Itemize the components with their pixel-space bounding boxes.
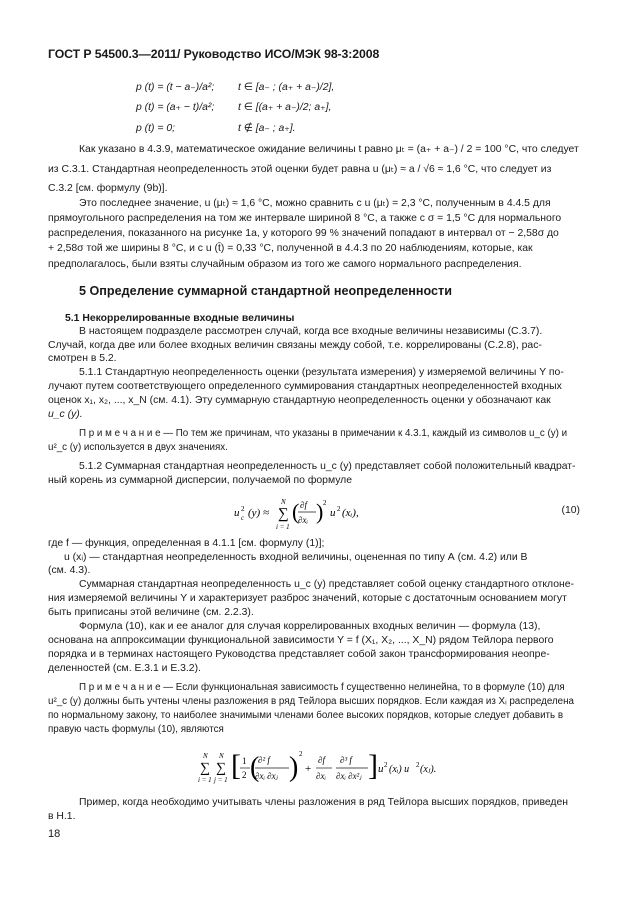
svg-text:u: u <box>330 507 336 519</box>
note2-line-4: правую часть формулы (10), являются <box>48 724 224 735</box>
svg-text:∑: ∑ <box>216 761 226 776</box>
note2-line-2: u²_c (y) должны быть учтены члены разложения в ряд Тейлора высших порядков. Если каждая из Xᵢ распределена <box>48 696 574 707</box>
svg-text:i = 1: i = 1 <box>198 776 212 784</box>
svg-text:∑: ∑ <box>278 506 289 522</box>
para1-line-1: Как указано в 4.3.9, математическое ожидание величины t равно μₜ = (a₊ + a₋) / 2 = 100 °С, что следует <box>79 144 579 155</box>
page-number: 18 <box>48 828 61 840</box>
svg-text:∂xᵢ ∂x²ⱼ: ∂xᵢ ∂x²ⱼ <box>336 771 362 781</box>
svg-text:(xᵢ) u: (xᵢ) u <box>389 764 410 775</box>
para1-line-3: С.3.2 [см. формулу (9b)]. <box>48 183 168 194</box>
svg-text:N: N <box>203 752 208 760</box>
pdf-line-3-right: t ∉ [a₋ ; a₊]. <box>238 123 296 134</box>
svg-text:2: 2 <box>242 770 247 780</box>
para-example-line-2: в Н.1. <box>48 811 76 822</box>
formula-10 <box>230 492 390 534</box>
para-formula-line-3: порядка и в терминах настоящего Руководства представляет собой закон трансформирования неопре- <box>48 649 550 660</box>
svg-text:c: c <box>241 514 245 522</box>
svg-text:): ) <box>289 752 299 783</box>
svg-text:2: 2 <box>416 761 420 769</box>
svg-text:i = 1: i = 1 <box>276 523 290 531</box>
para511-line-2: лучают путем соответствующего определенного суммирования стандартных неопределенностей входных <box>48 381 562 392</box>
svg-text:]: ] <box>368 749 378 782</box>
svg-text:N: N <box>219 752 224 760</box>
para2-line-3: распределения, показанного на рисунке 1а, у которого 99 % значений попадают в интервал от − 2,58σ до <box>48 228 559 239</box>
para512-line-1: 5.1.2 Суммарная стандартная неопределенность u_c (y) представляет собой положительный квадрат- <box>79 461 576 472</box>
svg-text:2: 2 <box>241 505 245 513</box>
section-5-1-heading: 5.1 Некоррелированные входные величины <box>65 313 295 324</box>
pdf-line-1-left: p (t) = (t − a₋)/a²; <box>136 82 215 93</box>
para2-line-2: прямоугольного распределения на том же интервале шириной 8 °С, а также с σ = 1,5 °С для нормального <box>48 213 562 224</box>
para-formula-line-2: основана на аппроксимации функциональной зависимости Y = f (X₁, X₂, ..., X_N) рядом Тейлора первого <box>48 635 554 646</box>
para511-line-3: оценок x₁, x₂, ..., x_N (см. 4.1). Эту суммарную стандартную неопределенность оценки y обозначают как <box>48 395 551 406</box>
svg-text:2: 2 <box>384 761 388 769</box>
note1-line-1: П р и м е ч а н и е — По тем же причинам, что указаны в примечании к 4.3.1, каждый из символов u_c (y) и <box>79 428 568 439</box>
para51-line-2: Случай, когда две или более входных величин связаны между собой, т.е. коррелированы (С.2.8), рас- <box>48 340 542 351</box>
pdf-line-3-left: p (t) = 0; <box>136 123 175 134</box>
svg-text:u: u <box>234 507 240 519</box>
note2-line-1: П р и м е ч а н и е — Если функциональная зависимость f существенно нелинейна, то в формуле (10) для <box>79 682 565 693</box>
equation-number-10: (10) <box>561 505 580 516</box>
svg-text:∂² f: ∂² f <box>258 755 270 765</box>
svg-text:(: ( <box>250 752 260 783</box>
note1-line-2: u²_c (y) используется в двух значениях. <box>48 442 228 453</box>
pdf-line-2-left: p (t) = (a₊ − t)/a²; <box>136 102 215 113</box>
para-formula-line-1: Формула (10), как и ее аналог для случая коррелированных входных величин — формула (13), <box>79 621 541 632</box>
svg-text:+: + <box>305 763 312 775</box>
para512-line-2: ный корень из суммарной дисперсии, получаемой по формуле <box>48 475 353 486</box>
svg-text:∂xᵢ: ∂xᵢ <box>316 771 326 781</box>
para-formula-line-4: деленностей (см. Е.3.1 и Е.3.2). <box>48 663 201 674</box>
page-header: ГОСТ Р 54500.3—2011/ Руководство ИСО/МЭК 98-3:2008 <box>48 47 380 61</box>
para511-line-4: u_c (y). <box>48 409 83 420</box>
svg-text:∂xᵢ ∂xⱼ: ∂xᵢ ∂xⱼ <box>255 771 278 781</box>
para51-line-1: В настоящем подразделе рассмотрен случай, когда все входные величины независимы (С.3.7). <box>79 326 543 337</box>
svg-text:∑: ∑ <box>200 761 210 776</box>
para51-line-3: смотрен в 5.2. <box>48 353 117 364</box>
svg-text:N: N <box>281 498 286 506</box>
svg-text:u: u <box>378 763 384 775</box>
para-sum-line-1: Суммарная стандартная неопределенность u_c (y) представляет собой оценку стандартного отклоне- <box>79 579 574 590</box>
para2-line-5: предполагалось, были взяты случайным образом из того же самого нормального распределения. <box>48 259 522 270</box>
para1-line-2: из С.3.1. Стандартная неопределенность этой оценки будет равна u (μₜ) ≈ a / √6 ≈ 1,6 °С, что следует из <box>48 164 552 175</box>
svg-text:(: ( <box>292 499 300 524</box>
pdf-line-2-right: t ∈ [(a₊ + a₋)/2; a₊], <box>238 102 332 113</box>
svg-text:): ) <box>316 499 324 524</box>
svg-text:1: 1 <box>242 756 247 766</box>
svg-text:2: 2 <box>299 750 303 758</box>
svg-text:(xⱼ).: (xⱼ). <box>420 764 437 775</box>
where-line-3: (см. 4.3). <box>48 565 91 576</box>
svg-text:∂xᵢ: ∂xᵢ <box>298 515 308 525</box>
svg-text:∂³ f: ∂³ f <box>340 755 352 765</box>
para-sum-line-3: быть приписаны этой величине (см. 2.2.3). <box>48 607 254 618</box>
para2-line-1: Это последнее значение, u (μₜ) ≈ 1,6 °С, можно сравнить с u (μₜ) = 2,3 °С, полученным в 4.4.5 для <box>79 198 551 209</box>
svg-text:[: [ <box>231 749 241 782</box>
where-line-2: u (xᵢ) — стандартная неопределенность входной величины, оцененная по типу А (см. 4.2) или В <box>64 552 528 563</box>
svg-text:(y) ≈: (y) ≈ <box>248 507 269 519</box>
where-line-1: где f — функция, определенная в 4.1.1 [см. формулу (1)]; <box>48 538 325 549</box>
section-5-heading: 5 Определение суммарной стандартной неопределенности <box>79 284 452 298</box>
para2-line-4: + 2,58σ той же ширины 8 °С, и с u (t̄) = 0,33 °С, полученной в 4.4.3 по 20 наблюдениям, которые, как <box>48 243 533 254</box>
para-example-line-1: Пример, когда необходимо учитывать члены разложения в ряд Тейлора высших порядков, приведен <box>79 797 568 808</box>
pdf-line-1-right: t ∈ [a₋ ; (a₊ + a₋)/2], <box>238 82 335 93</box>
note2-line-3: по нормальному закону, то наиболее значимыми членами более высоких порядков, которые следует добавить в <box>48 710 564 721</box>
para511-line-1: 5.1.1 Стандартную неопределенность оценки (результата измерения) y измеряемой величины Y по- <box>79 367 564 378</box>
svg-text:j = 1: j = 1 <box>214 776 228 784</box>
svg-text:(xᵢ),: (xᵢ), <box>342 507 359 519</box>
formula-higher-order <box>198 742 448 794</box>
para-sum-line-2: ния измеряемой величины Y и характеризует разброс значений, которые с достаточным основанием могут <box>48 593 567 604</box>
svg-text:2: 2 <box>323 499 327 507</box>
svg-text:∂f: ∂f <box>300 500 307 510</box>
svg-text:2: 2 <box>337 505 341 513</box>
svg-text:∂f: ∂f <box>318 755 325 765</box>
